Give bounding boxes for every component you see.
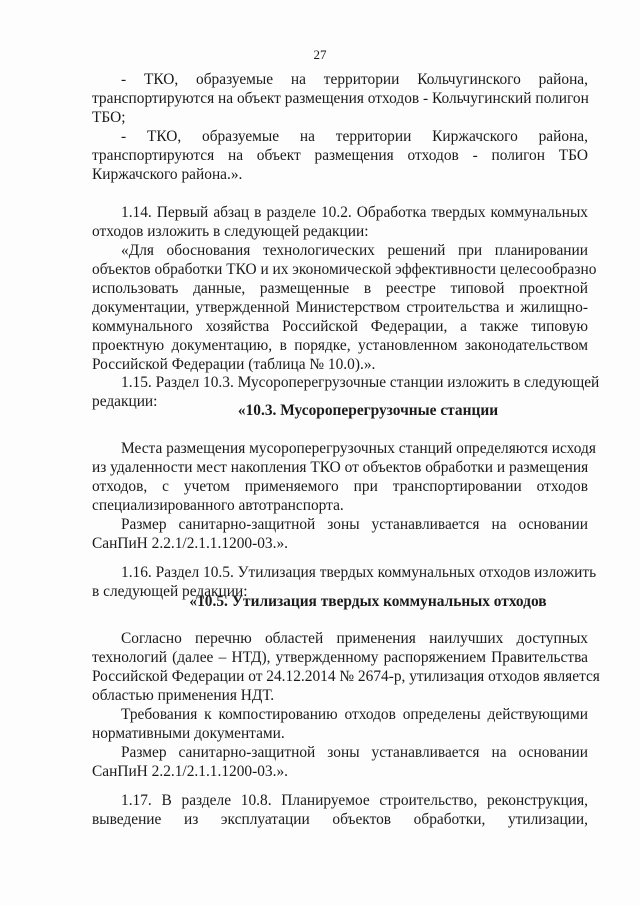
page-number: 27 (313, 47, 327, 62)
text-line: проектную документацию, в порядке, установленном законодательством (92, 337, 588, 354)
text-line: Размер санитарно-защитной зоны устанавливается на основании (121, 516, 588, 533)
section-heading: «10.3. Мусороперегрузочные станции (237, 402, 499, 419)
text-line: коммунального хозяйства Российской Федерации, а также типовую (92, 318, 588, 335)
text-line: 1.15. Раздел 10.3. Мусороперегрузочные станции изложить в следующей (121, 374, 600, 391)
text-line: отходов изложить в следующей редакции: (92, 223, 369, 240)
text-line: документации, утвержденной Министерством строительства и жилищно- (92, 299, 588, 316)
text-line: Согласно перечню областей применения наилучших доступных (121, 630, 588, 647)
text-line: 1.14. Первый абзац в разделе 10.2. Обработка твердых коммунальных (121, 204, 588, 221)
text-line: - ТКО, образуемые на территории Киржачского района, (121, 128, 588, 145)
section-heading: «10.5. Утилизация твердых коммунальных отходов (189, 593, 547, 610)
text-line: Российской Федерации от 24.12.2014 № 2674-р, утилизация отходов является (92, 668, 600, 685)
text-line: Киржачского района.». (92, 166, 243, 183)
text-line: технологий (далее – НТД), утвержденному распоряжением Правительства (92, 649, 588, 666)
text-line: 1.17. В разделе 10.8. Планируемое строительство, реконструкция, (121, 792, 588, 809)
text-line: нормативными документами. (92, 725, 285, 742)
text-line: Российской Федерации (таблица № 10.0).». (92, 356, 376, 373)
text-line: объектов обработки ТКО и их экономической эффективности целесообразно (92, 261, 597, 278)
text-line: областью применения НДТ. (92, 687, 275, 704)
text-line: СанПиН 2.2.1/2.1.1.1200-03.». (92, 763, 289, 780)
text-line: из удаленности мест накопления ТКО от объектов обработки и размещения (92, 459, 589, 476)
text-line: Требования к компостированию отходов определены действующими (121, 706, 588, 723)
text-line: Места размещения мусороперегрузочных станций определяются исходя (121, 440, 596, 457)
text-line: «Для обоснования технологических решений при планировании (121, 242, 588, 259)
text-line: Размер санитарно-защитной зоны устанавливается на основании (121, 744, 588, 761)
text-line: выведение из эксплуатации объектов обработки, утилизации, (92, 811, 588, 828)
text-line: транспортируются на объект размещения отходов - Кольчугинский полигон (92, 90, 589, 107)
text-line: в следующей редакции: (92, 583, 248, 600)
text-line: использовать данные, размещенные в реестре типовой проектной (92, 280, 588, 297)
text-line: 1.16. Раздел 10.5. Утилизация твердых коммунальных отходов изложить (121, 564, 597, 581)
text-line: СанПиН 2.2.1/2.1.1.1200-03.». (92, 535, 289, 552)
text-line: отходов, с учетом применяемого при транспортировании отходов (92, 478, 588, 495)
text-line: специализированного автотранспорта. (92, 497, 344, 514)
text-line: ТБО; (92, 109, 126, 126)
text-line: редакции: (92, 393, 158, 410)
text-line: - ТКО, образуемые на территории Кольчугинского района, (121, 71, 588, 88)
text-line: транспортируются на объект размещения отходов - полигон ТБО (92, 147, 588, 164)
